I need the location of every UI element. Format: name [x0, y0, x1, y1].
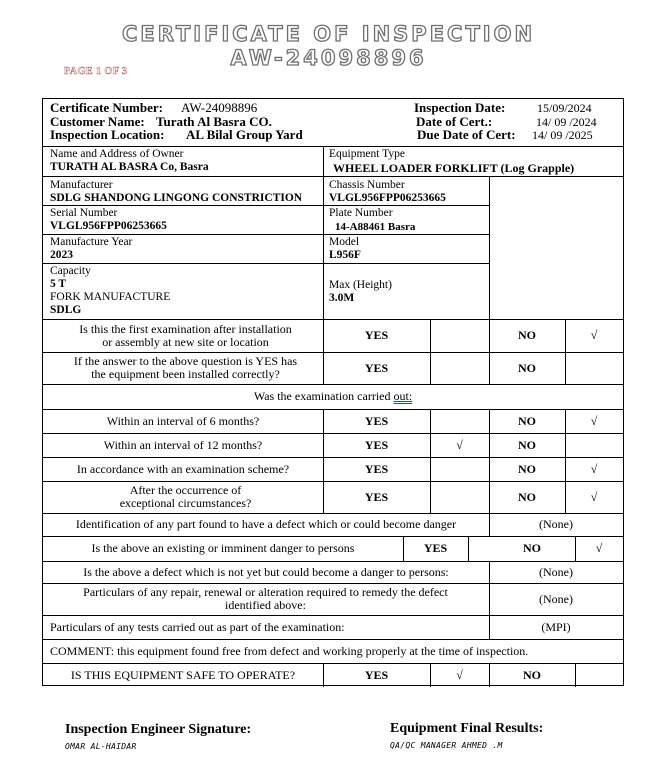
answer-no: NO	[523, 667, 541, 682]
answer-yes: YES	[364, 328, 389, 342]
location-value: AL Bilal Group Yard	[186, 127, 303, 142]
owner-value: TURATH AL BASRA Co, Basra	[50, 161, 209, 173]
equipment-type-value: WHEEL LOADER FORKLIFT (Log Grapple)	[333, 161, 575, 175]
plate-value: 14-A88461 Basra	[335, 221, 416, 233]
answer-defect: (None)	[539, 517, 573, 531]
question-installed-correctly: If the answer to the above question is YES has the equipment been installed correctly?	[73, 354, 298, 381]
answer-yes: YES	[364, 461, 389, 476]
fork-value: SDLG	[50, 304, 82, 316]
customer-value: Turath Al Basra CO.	[156, 114, 272, 129]
inspection-date-value: 15/09/2024	[537, 101, 592, 115]
question-tests: Particulars of any tests carried out as part of the examination:	[50, 619, 345, 634]
answer-no: NO	[518, 360, 536, 375]
check-mark: √	[590, 413, 598, 428]
answer-yes: YES	[364, 413, 389, 428]
page-indicator: PAGE 1 OF 3	[64, 66, 128, 77]
check-mark: √	[456, 667, 463, 682]
answer-yes: YES	[364, 437, 389, 452]
question-12-months: Within an interval of 12 months?	[103, 437, 263, 452]
capacity-value: 5 T	[50, 278, 67, 290]
question-future-danger: Is the above a defect which is not yet but could become a danger to persons:	[83, 564, 449, 579]
answer-yes: YES	[364, 489, 389, 504]
question-examination-scheme: In accordance with an examination scheme?	[76, 461, 290, 476]
check-mark: √	[590, 461, 598, 476]
carried-out-text: Was the examination carried	[253, 389, 394, 403]
max-height-label: Max (Height)	[329, 279, 392, 291]
cert-date-label: Date of Cert.:	[416, 114, 493, 129]
question-safe-to-operate: IS THIS EQUIPMENT SAFE TO OPERATE?	[70, 667, 296, 682]
inspection-date-label: Inspection Date:	[414, 100, 506, 115]
answer-yes: YES	[423, 541, 448, 555]
fork-label: FORK MANUFACTURE	[50, 291, 171, 303]
question-6-months: Within an interval of 6 months?	[106, 413, 260, 428]
inspection-table	[42, 98, 624, 686]
cert-date-value: 14/ 09 /2024	[536, 115, 597, 129]
answer-no: NO	[518, 461, 536, 476]
due-date-value: 14/ 09 /2025	[532, 128, 593, 142]
question-imminent-danger: Is the above an existing or imminent danger to persons	[91, 541, 355, 555]
plate-label: Plate Number	[329, 207, 393, 219]
question-repair-particulars: Particulars of any repair, renewal or alteration required to remedy the defect identified above:	[83, 585, 448, 612]
chassis-label: Chassis Number	[329, 179, 405, 191]
serial-label: Serial Number	[50, 207, 118, 219]
answer-no: NO	[518, 489, 536, 504]
capacity-label: Capacity	[50, 265, 91, 277]
carried-out-word: out:	[393, 389, 413, 403]
answer-future-danger: (None)	[539, 564, 573, 579]
chassis-value: VLGL956FPP06253665	[329, 192, 446, 204]
answer-no: NO	[518, 413, 536, 428]
check-mark: √	[456, 437, 463, 452]
answer-no: NO	[518, 328, 536, 342]
answer-yes: YES	[364, 360, 389, 375]
engineer-signature: OMAR AL-HAIDAR	[65, 742, 137, 751]
model-label: Model	[329, 236, 360, 248]
equipment-type-label: Equipment Type	[329, 148, 405, 160]
year-value: 2023	[50, 249, 73, 261]
cert-number-value: AW-24098896	[181, 100, 258, 115]
model-value: L956F	[329, 249, 361, 261]
owner-label: Name and Address of Owner	[50, 148, 184, 160]
answer-no: NO	[523, 541, 541, 555]
cert-number-label: Certificate Number:	[50, 100, 163, 115]
question-first-examination: Is this the first examination after installation or assembly at new site or location	[79, 321, 292, 349]
examination-carried-out-heading	[43, 384, 623, 409]
answer-no: NO	[518, 437, 536, 452]
question-exceptional-circumstances: After the occurrence of exceptional circumstances?	[119, 483, 252, 510]
final-results-signature: QA/QC MANAGER AHMED .M	[390, 741, 503, 750]
location-label: Inspection Location:	[50, 127, 165, 142]
check-mark: √	[590, 489, 598, 504]
year-label: Manufacture Year	[50, 236, 133, 248]
check-mark: √	[595, 541, 603, 555]
answer-tests: (MPI)	[541, 619, 571, 634]
due-date-label: Due Date of Cert:	[417, 127, 516, 142]
manufacturer-value: SDLG SHANDONG LINGONG CONSTRICTION	[50, 192, 303, 204]
customer-label: Customer Name:	[50, 114, 145, 129]
certificate-title: CERTIFICATE OF INSPECTION	[121, 22, 536, 46]
final-results-label: Equipment Final Results:	[390, 721, 544, 736]
answer-yes: YES	[364, 667, 389, 682]
question-defect-identification: Identification of any part found to have a defect which or could become danger	[75, 517, 457, 531]
certificate-number-title: AW-24098896	[230, 46, 427, 70]
max-height-value: 3.0M	[329, 292, 355, 304]
answer-repair: (None)	[539, 591, 573, 606]
serial-value: VLGL956FPP06253665	[50, 220, 167, 232]
inspection-comment: COMMENT: this equipment found free from defect and working properly at the time of inspection.	[50, 643, 529, 658]
manufacturer-label: Manufacturer	[50, 179, 113, 191]
engineer-signature-label: Inspection Engineer Signature:	[65, 722, 252, 737]
check-mark: √	[590, 328, 598, 342]
